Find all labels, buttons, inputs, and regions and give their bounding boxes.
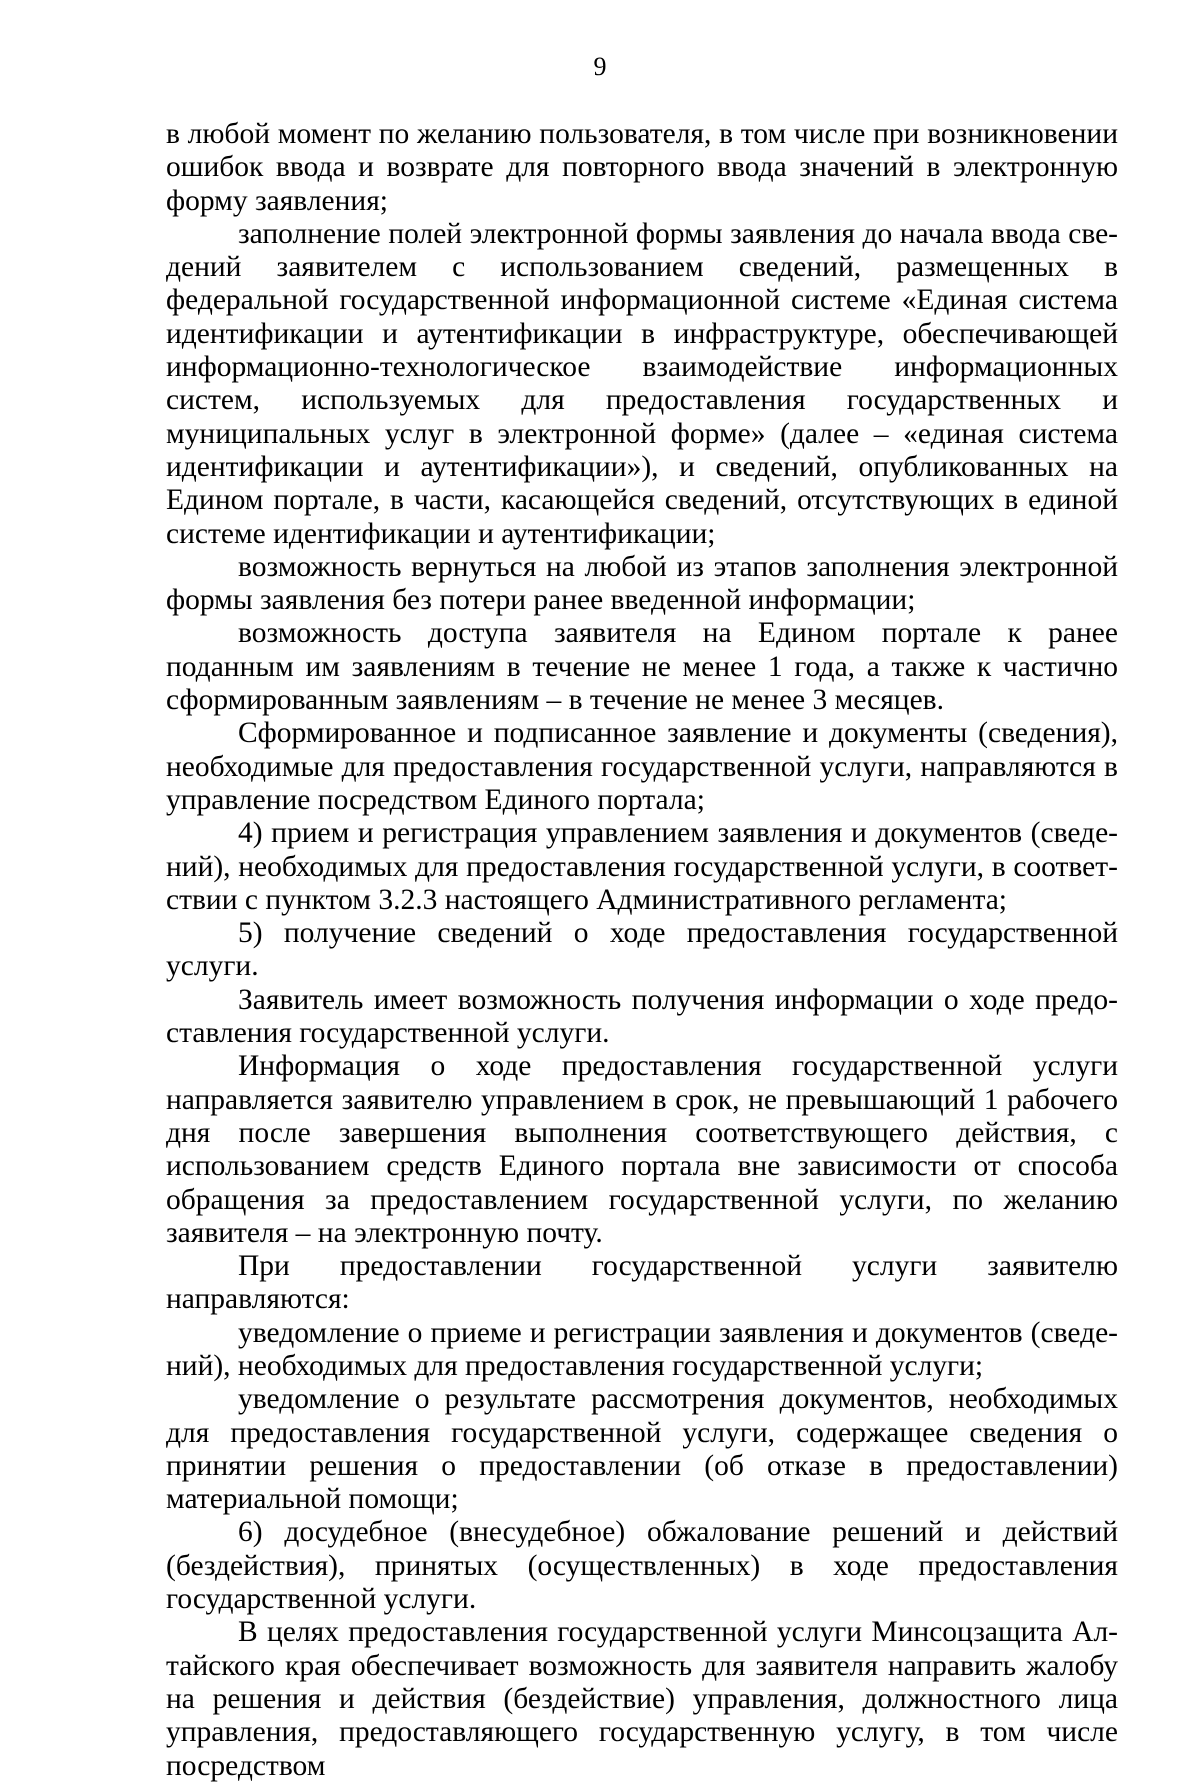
paragraph: возможность вернуться на любой из этапов заполнения электронной формы заявления без потери ранее введенной информации; (166, 550, 1118, 617)
paragraph: заполнение полей электронной формы заявления до начала ввода сведений заявителем с использованием сведений, размещенных в федеральной государственной информационной системе «Единая система идентификации и аутентификации в инфраструктуре, обеспечивающей информационно-технологическое взаимодействие информационных систем, используемых для предоставления государственных и муниципальных услуг в электронной форме» (далее – «единая система идентификации и аутентификации»), и сведений, опубликованных на Едином портале, в части, касающейся сведений, отсутствующих в единой системе идентификации и аутентификации; (166, 217, 1118, 550)
list-item-5: 5) получение сведений о ходе предоставления государственной услуги. (166, 917, 1118, 983)
document-body (166, 118, 1118, 1783)
page-number: 9 (593, 52, 607, 81)
list-item-6: 6) досудебное (внесудебное) обжалование решений и действий (бездействия), принятых (осуществленных) в ходе предоставления государственной услуги. (166, 1516, 1118, 1616)
paragraph: В целях предоставления государственной услуги Минсоцзащита Алтайского края обеспечивает возможность для заявителя направить жалобу на решения и действия (бездействие) управления, должностного лица управления, предоставляющего государственную услугу, в том числе посредством (166, 1616, 1118, 1782)
paragraph: При предоставлении государственной услуги заявителю направляются: (166, 1250, 1118, 1316)
list-item-4: 4) прием и регистрация управлением заявления и документов (сведений), необходимых для предоставления государственной услуги, в соответствии с пунктом 3.2.3 настоящего Административного регламента; (166, 817, 1118, 916)
paragraph: Информация о ходе предоставления государственной услуги направляется заявителю управлением в срок, не превышающий 1 рабочего дня после завершения выполнения соответствующего действия, с использованием средств Единого портала вне зависимости от способа обращения за предоставлением государственной услуги, по желанию заявителя – на электронную почту. (166, 1050, 1118, 1249)
paragraph: уведомление о приеме и регистрации заявления и документов (сведений), необходимых для предоставления государственной услуги; (166, 1316, 1118, 1382)
paragraph: Сформированное и подписанное заявление и документы (сведения), необходимые для предоставления государственной услуги, направляются в управление посредством Единого портала; (166, 717, 1118, 816)
paragraph: уведомление о результате рассмотрения документов, необходимых для предоставления государственной услуги, содержащее сведения о принятии решения о предоставлении (об отказе в предоставлении) материальной помощи; (166, 1383, 1118, 1516)
paragraph: возможность доступа заявителя на Едином портале к ранее поданным им заявлениям в течение не менее 1 года, а также к частично сформированным заявлениям – в течение не менее 3 месяцев. (166, 617, 1118, 717)
paragraph: в любой момент по желанию пользователя, в том числе при возникновении ошибок ввода и возврате для повторного ввода значений в электронную форму заявления; (166, 118, 1118, 217)
paragraph: Заявитель имеет возможность получения информации о ходе предоставления государственной услуги. (166, 983, 1118, 1050)
